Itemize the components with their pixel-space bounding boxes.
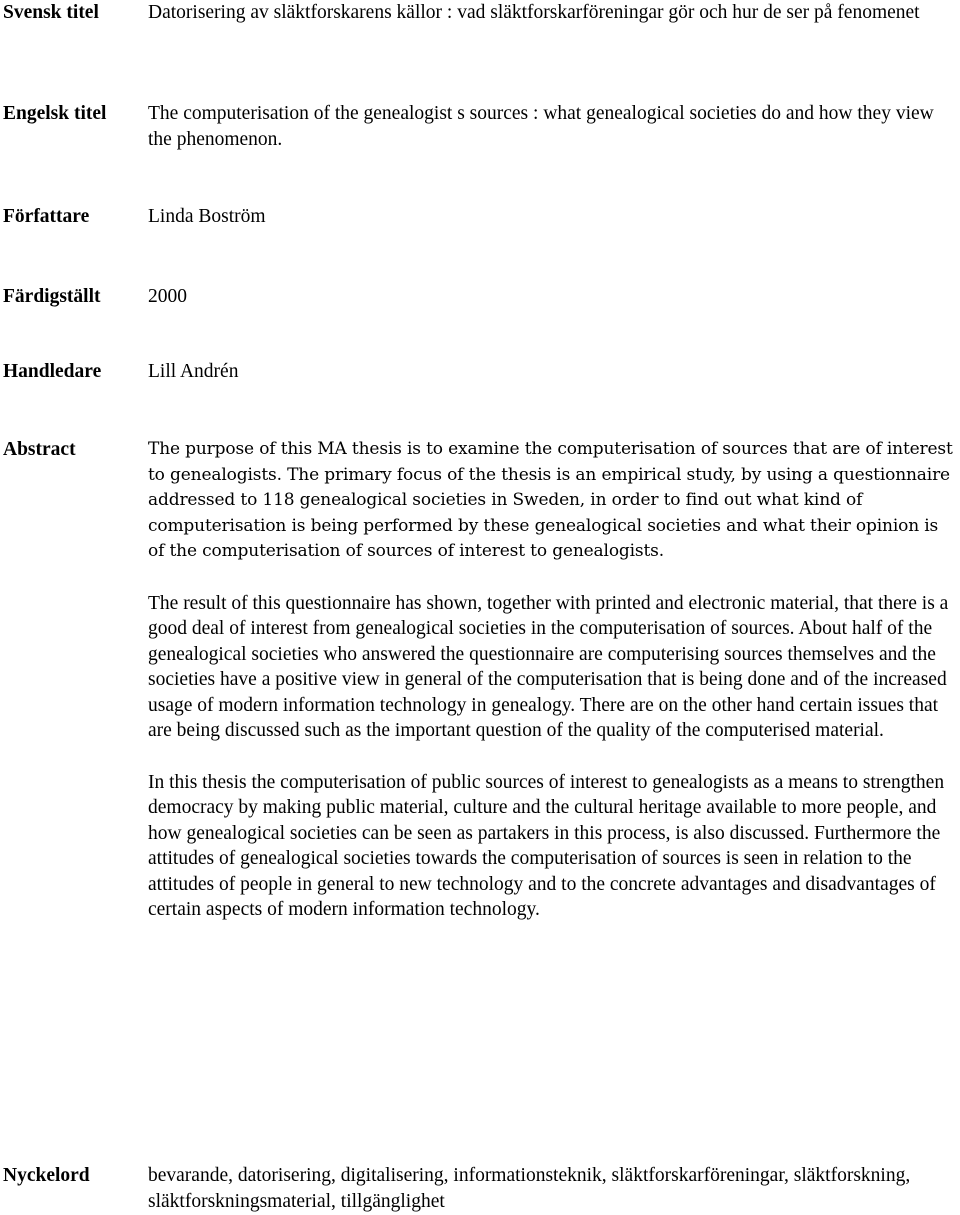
fardigstallt-label: Färdigställt [3,286,101,307]
forfattare-label: Författare [3,206,90,227]
nyckelord-value: bevarande, datorisering, digitalisering, informationsteknik, släktforskarföreningar, släktforskning, släktforskningsmaterial, tillgänglighet [148,1165,911,1212]
engelsk-titel-label: Engelsk titel [3,103,107,124]
abstract-body [148,437,958,923]
engelsk-titel-value: The computerisation of the genealogist s sources : what genealogical societies do and how they view the phenomenon. [148,103,934,150]
abstract-paragraph-1: The purpose of this MA thesis is to examine the computerisation of sources that are of interest to genealogists. The primary focus of the thesis is an empirical study, by using a questionnaire addressed to 118 genealogical societies in Sweden, in order to find out what kind of computerisation is being performed by these genealogical societies and what their opinion is of the computerisation of sources of interest to genealogists. [148,439,953,561]
handledare-label: Handledare [3,361,102,382]
forfattare-value: Linda Boström [148,206,266,227]
abstract-paragraph-3: In this thesis the computerisation of public sources of interest to genealogists as a means to strengthen democracy by making public material, culture and the cultural heritage available to more people, and how genealogical societies can be seen as partakers in this process, is also discussed. Furthermore the attitudes of genealogical societies towards the computerisation of sources is seen in relation to the attitudes of people in general to new technology and to the concrete advantages and disadvantages of certain aspects of modern information technology. [148,771,945,920]
svensk-titel-value: Datorisering av släktforskarens källor : vad släktforskarföreningar gör och hur de ser på fenomenet [148,2,920,23]
abstract-label: Abstract [3,439,76,460]
svensk-titel-label: Svensk titel [3,2,99,23]
nyckelord-label: Nyckelord [3,1165,90,1186]
handledare-value: Lill Andrén [148,361,239,382]
abstract-paragraph-2: The result of this questionnaire has shown, together with printed and electronic material, that there is a good deal of interest from genealogical societies in the computerisation of sources. About half of the genealogical societies who answered the questionnaire are computerising sources themselves and the societies have a positive view in general of the computerisation that is being done and of the increased usage of modern information technology in genealogy. There are on the other hand certain issues that are being discussed such as the important question of the quality of the computerised material. [148,592,949,741]
fardigstallt-value: 2000 [148,286,187,307]
